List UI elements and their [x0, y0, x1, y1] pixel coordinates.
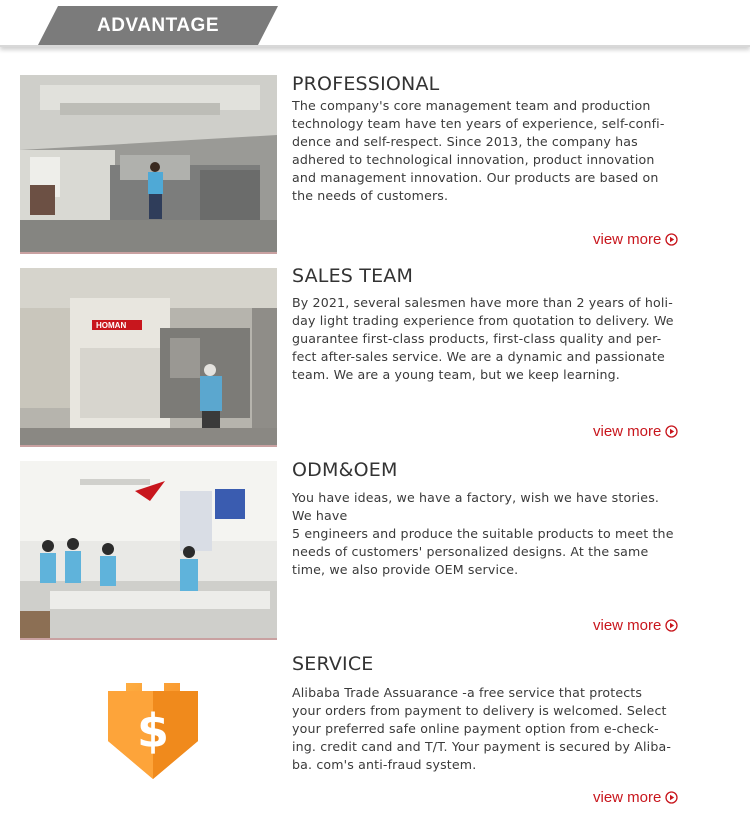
trade-assurance-shield-icon	[98, 675, 208, 785]
description-line: dence and self-respect. Since 2013, the company has	[292, 134, 638, 149]
view-more-link[interactable]	[593, 788, 678, 808]
description-line: 5 engineers and produce the suitable products to meet the	[292, 526, 674, 541]
section-title: PROFESSIONAL	[292, 73, 440, 95]
description-line: technology team have ten years of experience, self-confi-	[292, 116, 665, 131]
description-line: adhered to technological innovation, product innovation	[292, 152, 655, 167]
header-title: ADVANTAGE	[96, 15, 220, 36]
section-title: ODM&OEM	[292, 459, 398, 481]
factory-printing-photo	[20, 75, 277, 254]
view-more-label: view more	[593, 423, 662, 440]
view-more-link[interactable]	[593, 422, 678, 442]
section-title: SERVICE	[292, 653, 374, 675]
section-title: SALES TEAM	[292, 265, 414, 287]
description-line: You have ideas, we have a factory, wish we have stories.	[292, 490, 660, 505]
description-line: ba. com's anti-fraud system.	[292, 757, 477, 772]
description-line: guarantee first-class products, first-class quality and per-	[292, 331, 662, 346]
view-more-link[interactable]	[593, 230, 678, 250]
dollar-sign: $	[136, 704, 170, 758]
play-circle-icon	[665, 791, 678, 804]
view-more-label: view more	[593, 789, 662, 806]
machine-brand-label: HOMAN	[96, 321, 127, 330]
description-line: team. We are a young team, but we keep learning.	[292, 367, 620, 382]
description-line: Alibaba Trade Assuarance -a free service that protects	[292, 685, 643, 700]
factory-machine-photo	[20, 268, 277, 447]
description-line: fect after-sales service. We are a dynamic and passionate	[292, 349, 665, 364]
description-line: time, we also provide OEM service.	[292, 562, 519, 577]
view-more-link[interactable]	[593, 616, 678, 636]
view-more-label: view more	[593, 617, 662, 634]
description-line: The company's core management team and production	[292, 98, 651, 113]
description-line: needs of customers' personalized designs. At the same	[292, 544, 649, 559]
workshop-team-photo	[20, 461, 277, 640]
play-circle-icon	[665, 425, 678, 438]
description-line: your orders from payment to delivery is welcomed. Select	[292, 703, 667, 718]
description-line: We have	[292, 508, 348, 523]
section-description	[292, 489, 687, 579]
play-circle-icon	[665, 619, 678, 632]
description-line: ing. credit cand and T/T. Your payment is secured by Aliba-	[292, 739, 672, 754]
play-circle-icon	[665, 233, 678, 246]
description-line: your preferred safe online payment option from e-check-	[292, 721, 659, 736]
advantage-header	[0, 0, 750, 52]
description-line: and management innovation. Our products are based on	[292, 170, 659, 185]
section-description	[292, 294, 687, 384]
description-line: By 2021, several salesmen have more than 2 years of holi-	[292, 295, 673, 310]
section-description	[292, 97, 687, 205]
section-description	[292, 684, 687, 774]
description-line: day light trading experience from quotation to delivery. We	[292, 313, 674, 328]
description-line: the needs of customers.	[292, 188, 449, 203]
view-more-label: view more	[593, 231, 662, 248]
